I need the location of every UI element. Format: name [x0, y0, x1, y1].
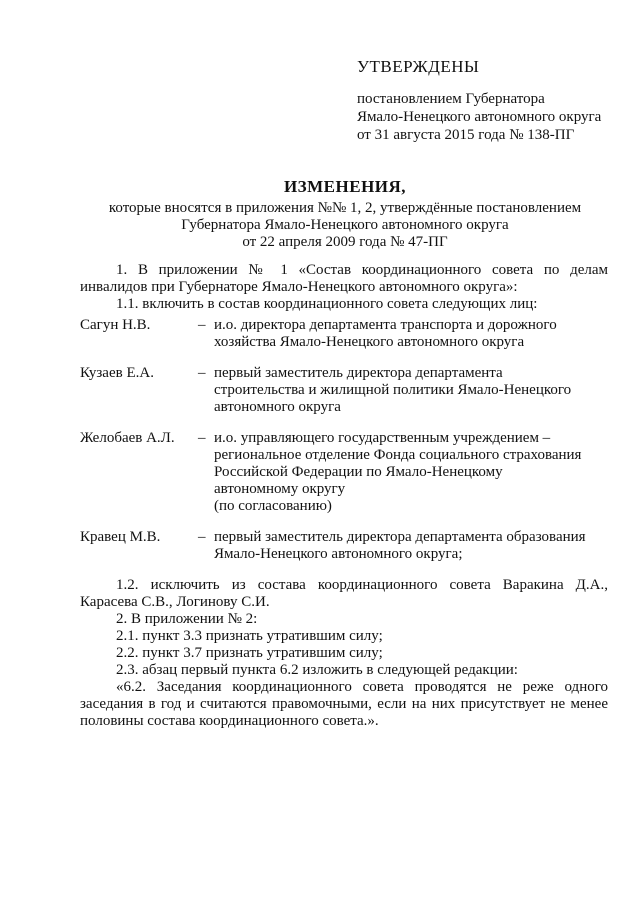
paragraph-2-3: 2.3. абзац первый пункта 6.2 изложить в следующей редакции: — [116, 662, 518, 678]
person-role — [214, 365, 608, 416]
role-line: региональное отделение Фонда социального страхования — [214, 447, 582, 463]
role-line: автономного округа — [214, 399, 341, 415]
persons-list — [80, 317, 608, 563]
role-line: хозяйства Ямало-Ненецкого автономного округа — [214, 334, 525, 350]
person-entry — [80, 365, 608, 416]
paragraph-1-2: 1.2. исключить из состава координационного совета Варакина Д.А., Карасева С.В., Логинову С.И. — [80, 577, 608, 610]
person-role — [214, 317, 608, 351]
document-subtitle-line: Губернатора Ямало-Ненецкого автономного округа — [181, 217, 509, 233]
document-subtitle-line: от 22 апреля 2009 года № 47-ПГ — [242, 234, 448, 250]
document-title: ИЗМЕНЕНИЯ, — [283, 177, 407, 196]
person-name: Кравец М.В. — [80, 529, 161, 545]
role-line: первый заместитель директора департамента образования — [214, 529, 586, 545]
role-line: строительства и жилищной политики Ямало-Ненецкого — [214, 382, 572, 398]
person-entry — [80, 529, 608, 563]
person-dash: – — [198, 529, 206, 545]
person-entry — [80, 430, 608, 515]
role-line: и.о. директора департамента транспорта и дорожного — [214, 317, 557, 333]
person-dash: – — [198, 365, 206, 381]
paragraph-1: 1. В приложении № 1 «Состав координационного совета по делам инвалидов при Губернаторе Ямало-Ненецкого автономного округа»: — [80, 262, 608, 295]
person-role — [214, 529, 608, 563]
person-entry — [80, 317, 608, 351]
role-line: Российской Федерации по Ямало-Ненецкому — [214, 464, 503, 480]
document-body — [80, 262, 608, 730]
document-subtitle-line: которые вносятся в приложения №№ 1, 2, утверждённые постановлением — [108, 200, 582, 216]
paragraph-2-2: 2.2. пункт 3.7 признать утратившим силу; — [116, 645, 383, 661]
person-dash: – — [198, 317, 206, 333]
approval-stamp — [357, 58, 617, 144]
person-dash: – — [198, 430, 206, 446]
quoted-paragraph: «6.2. Заседания координационного совета проводятся не реже одного заседания в год и считаются правомочными, если на них присутствует не менее половины состава координационного совета.». — [80, 679, 608, 729]
role-line: Ямало-Ненецкого автономного округа; — [214, 546, 463, 562]
document-title-block — [80, 178, 610, 251]
approval-line: постановлением Губернатора — [357, 91, 545, 107]
role-line: автономному округу — [214, 481, 346, 497]
paragraph-1-1: 1.1. включить в состав координационного совета следующих лиц: — [116, 296, 538, 312]
person-role — [214, 430, 608, 515]
person-name: Сагун Н.В. — [80, 317, 151, 333]
approval-line: Ямало-Ненецкого автономного округа — [357, 109, 602, 125]
paragraph-2-1: 2.1. пункт 3.3 признать утратившим силу; — [116, 628, 383, 644]
approval-line: от 31 августа 2015 года № 138-ПГ — [357, 127, 575, 143]
role-line: первый заместитель директора департамента — [214, 365, 503, 381]
role-line: (по согласованию) — [214, 498, 332, 514]
person-name: Кузаев Е.А. — [80, 365, 154, 381]
role-line: и.о. управляющего государственным учреждением – — [214, 430, 551, 446]
approval-heading: УТВЕРЖДЕНЫ — [357, 57, 480, 76]
paragraph-2: 2. В приложении № 2: — [116, 611, 258, 627]
person-name: Желобаев А.Л. — [80, 430, 175, 446]
